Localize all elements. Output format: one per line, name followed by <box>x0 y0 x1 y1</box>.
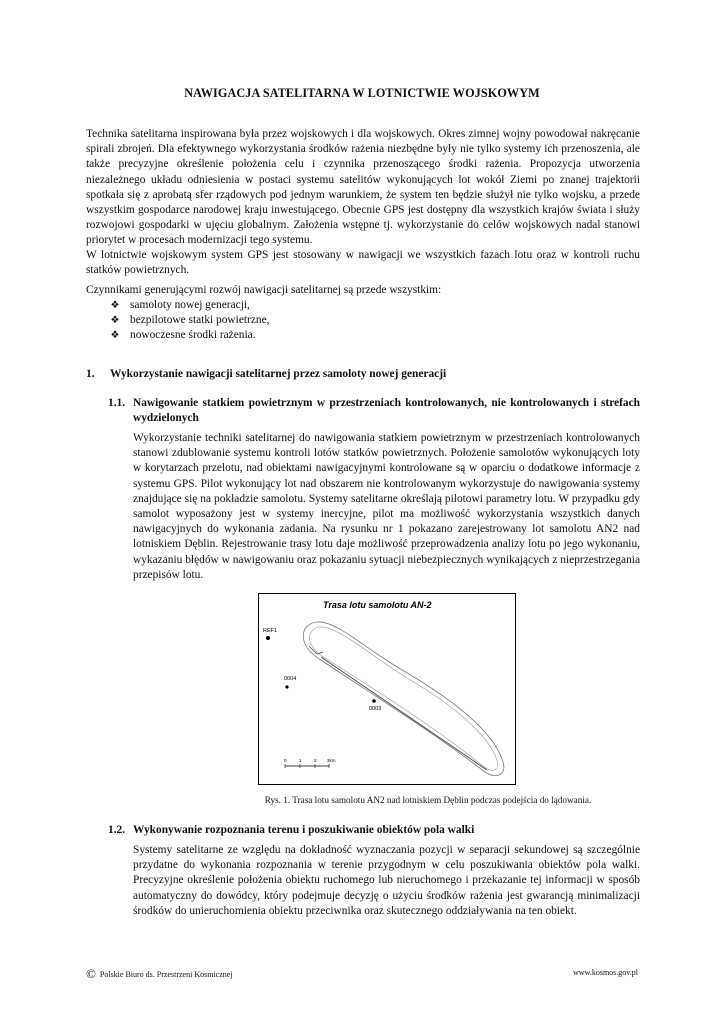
diamond-bullet-icon: ❖ <box>110 330 120 342</box>
section-title: Nawigowanie statkiem powietrznym w przestrzeniach kontrolowanych, nie kontrolowanych i strefach wydzielonych <box>133 397 640 425</box>
flight-track-inner <box>310 627 498 770</box>
footer-organization: Polskie Biuro ds. Przestrzeni Kosmicznej <box>99 969 233 979</box>
gps-usage-paragraph: W lotnictwie wojskowym system GPS jest stosowany w nawigacji we wszystkich fazach lotu oraz w kontroli ruchu statków powietrznych. <box>86 249 640 277</box>
section-number: 1.2. <box>108 824 126 836</box>
section-title: Wykonywanie rozpoznania terenu i poszukiwanie obiektów pola walki <box>133 824 475 836</box>
section-1-1-body: Wykorzystanie techniki satelitarnej do nawigowania statkiem powietrznym w przestrzeniach kontrolowanych stanowi zdublowanie systemu kontroli lotów statków powietrznych. Położenie samolotów wykonujących loty w korytarzach przelotu, nad obiektami nawigacyjnymi kontrolowane są w oparciu o dodatkowe informacje z systemu GPS. Pilot wykonujący lot nad obszarem nie kontrolowanym wykorzystuje do nawigowania systemy znajdujące się na pokładzie samolotu. Systemy satelitarne określają pilotowi parametry lotu. W przypadku gdy samolot wyposażony jest w systemy inercyjne, pilot ma możliwość wykorzystania wszystkich danych nawigacyjnych do wykonania zadania. Na rysunku nr 1 pokazano zarejestrowany lot samolotu AN2 nad lotniskiem Dęblin. Rejestrowanie trasy lotu daje możliwość przeprowadzenia analizy lotu po jego wykonaniu, wykazaniu błędów w nawigowaniu oraz pokazaniu sytuacji niebezpiecznych wynikających z nieprzestrzegania przepisów lotu. <box>133 432 640 581</box>
scale-label: 1 <box>299 758 302 763</box>
approach-line <box>321 657 487 770</box>
copyright-icon: © <box>86 966 96 981</box>
section-number: 1.1. <box>108 397 126 409</box>
list-item-text: nowoczesne środki rażenia. <box>130 329 256 342</box>
point-label: 0003 <box>369 706 382 712</box>
intro-paragraph: Technika satelitarna inspirowana była przez wojskowych i dla wojskowych. Okres zimnej wojny powodował nakręcanie spirali zbrojeń. Dla efektywnego wykorzystania środków rażenia niezbędne były nie tylko systemy ich przenoszenia, ale także precyzyjne określenie położenia celu i czynnika przenoszącego środki rażenia. Propozycja utworzenia niezależnego układu odniesienia w postaci systemu satelitów wykonujących lot wokół Ziemi po znanej trajektorii spotkała się z aprobatą sfer rządowych pod jednym warunkiem, że system ten będzie służył nie tylko wojsku, a przede wszystkim gospodarce narodowej kraju inwestującego. Obecnie GPS jest dostępny dla wszystkich krajów świata i służy rozwojowi gospodarki w ujęciu globalnym. Założenia wstępne tj. wykorzystanie do celów wojskowych nadal stanowi priorytet w procesach modernizacji tego systemu. <box>86 128 640 247</box>
list-item-text: samoloty nowej generacji, <box>130 299 250 311</box>
factors-paragraph: Czynnikami generującymi rozwój nawigacji satelitarnej są przede wszystkim: <box>86 284 442 296</box>
flight-track-outer <box>303 622 504 776</box>
point-label: REF1 <box>263 628 278 634</box>
scale-label: 3km <box>327 758 336 763</box>
page-title: NAWIGACJA SATELITARNA W LOTNICTWIE WOJSKOWYM <box>184 86 540 100</box>
figure-title: Trasa lotu samolotu AN-2 <box>323 600 432 610</box>
list-item <box>108 298 270 313</box>
point-0004-marker <box>285 685 288 688</box>
section-1-1-heading <box>108 396 640 426</box>
figure-caption: Rys. 1. Trasa lotu samolotu AN2 nad lotniskiem Dęblin podczas podejścia do lądowania. <box>264 795 592 805</box>
diamond-bullet-icon: ❖ <box>110 300 120 311</box>
list-item <box>108 313 270 328</box>
section-1-2-body: Systemy satelitarne ze względu na dokładność wyznaczania pozycji w separacji sekundowej są szczególnie przydatne do wykonania rozpoznania w terenie przygodnym w celu poszukiwania obiektów pola walki. Precyzyjne określenie położenia obiektu ruchomego lub nieruchomego i przekazanie tej informacji w sposób automatyczny do dowódcy, który podejmuje decyzję o użyciu środków rażenia jest gwarancją minimalizacji środków do unieruchomienia obiektu przeciwnika oraz skutecznego oddziaływania na ten obiekt. <box>133 844 640 917</box>
diamond-bullet-icon: ❖ <box>110 315 120 327</box>
point-label: 0004 <box>284 676 297 682</box>
point-ref1-marker <box>266 636 270 640</box>
flight-path-figure <box>258 593 516 785</box>
factors-list <box>108 298 270 344</box>
section-1-heading <box>86 368 446 380</box>
footer-left <box>86 966 233 982</box>
point-0003-marker <box>372 699 376 703</box>
section-1-2-heading <box>108 823 640 838</box>
list-item <box>108 328 270 343</box>
scale-label: 2 <box>314 758 317 763</box>
section-number: 1. <box>86 368 95 380</box>
list-item-text: bezpilotowe statki powietrzne, <box>130 314 270 327</box>
scale-label: 0 <box>284 758 287 763</box>
section-title: Wykorzystanie nawigacji satelitarnej przez samoloty nowej generacji <box>110 368 447 380</box>
flight-path-map <box>259 594 515 784</box>
footer-url[interactable]: www.kosmos.gov.pl <box>573 968 638 977</box>
